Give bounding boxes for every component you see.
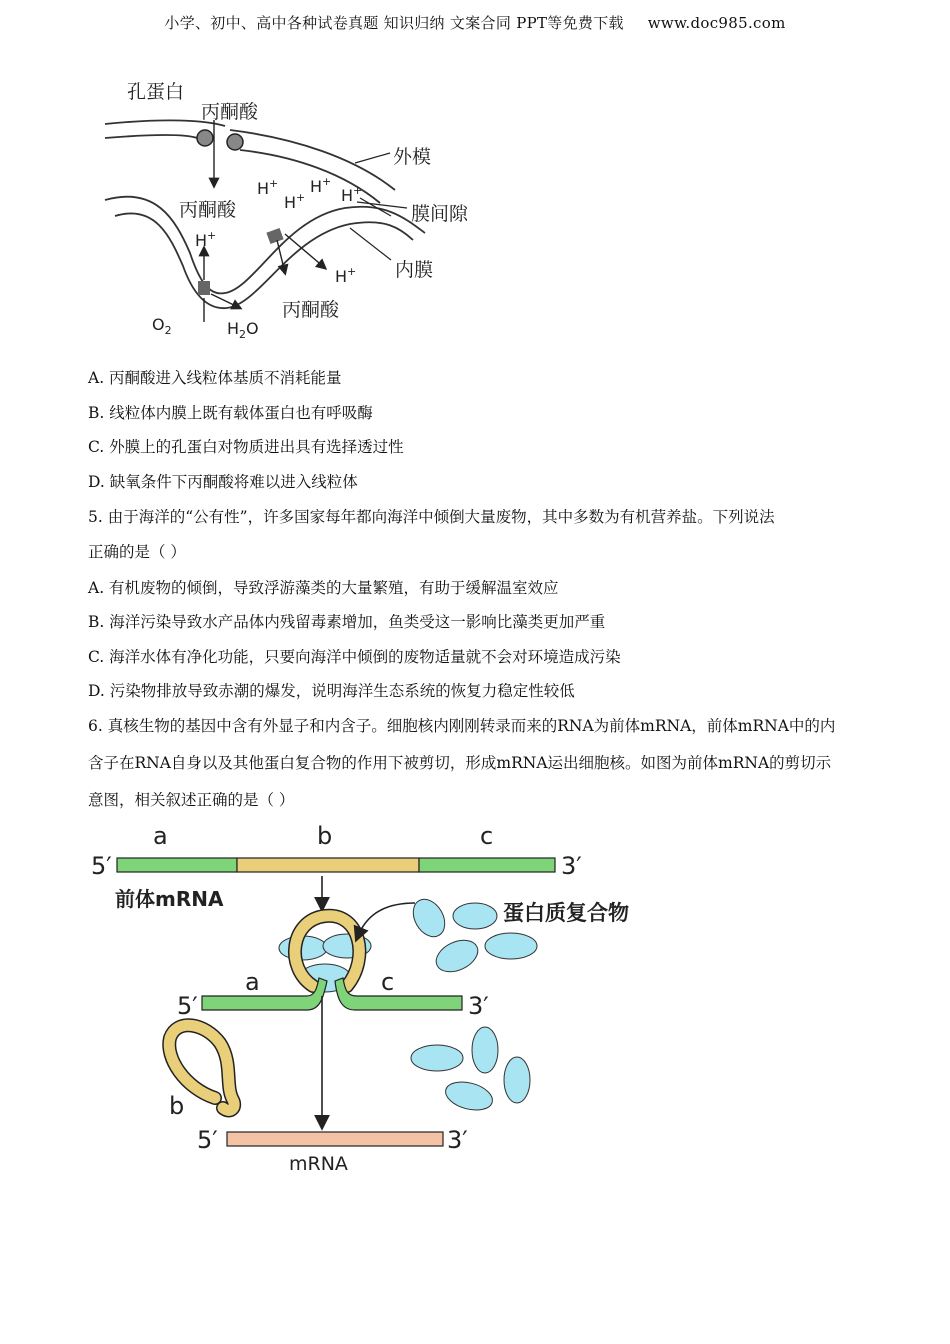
q6-stem-line1: 6. 真核生物的基因中含有外显子和内含子。细胞核内刚刚转录而来的RNA为前体mRNA，前体mRNA中的内 <box>88 717 836 735</box>
porin-circle-2 <box>227 134 243 150</box>
q6-stem-line3: 意图，相关叙述正确的是（ ） <box>88 791 295 809</box>
protein-arrow <box>357 903 415 938</box>
q5-option-d: D. 污染物排放导致赤潮的爆发，说明海洋生态系统的恢复力稳定性较低 <box>88 682 575 700</box>
pyruvate-top-label: 丙酮酸 <box>201 101 259 123</box>
intron-b-bar <box>237 858 419 872</box>
header-url[interactable]: www.doc985.com <box>647 14 786 32</box>
h-ion-1: H <box>257 179 270 198</box>
label-c-top: c <box>480 822 494 850</box>
label-c-mid: c <box>381 968 395 996</box>
h-ion-4-charge: + <box>353 184 363 197</box>
inner-membrane-protein-1 <box>198 281 210 295</box>
h2o-arrow <box>211 294 240 308</box>
free-protein-7 <box>442 1077 495 1115</box>
h-ion-1-charge: + <box>269 177 279 190</box>
exon-a-bar <box>117 858 237 872</box>
free-protein-2 <box>453 903 497 929</box>
header-title: 小学、初中、高中各种试卷真题 知识归纳 文案合同 PPT等免费下载 <box>164 14 624 32</box>
q5-stem-line2: 正确的是（ ） <box>88 543 186 561</box>
q4-option-b: B. 线粒体内膜上既有载体蛋白也有呼吸酶 <box>88 404 373 422</box>
q5-option-a: A. 有机废物的倾倒，导致浮游藻类的大量繁殖，有助于缓解温室效应 <box>88 579 559 597</box>
three-prime-1: 3′ <box>561 852 582 880</box>
inner-membrane-inner <box>115 213 413 308</box>
five-prime-1: 5′ <box>91 852 112 880</box>
h-ion-2-charge: + <box>322 175 332 188</box>
h-ion-6-charge: + <box>347 265 357 278</box>
outer-membrane-label: 外模 <box>393 146 432 168</box>
q5-option-c: C. 海洋水体有净化功能，只要向海洋中倾倒的废物适量就不会对环境造成污染 <box>88 648 621 666</box>
svg-text:H+ <box>257 177 278 198</box>
free-protein-6 <box>472 1027 498 1073</box>
o2-label: O <box>152 315 165 334</box>
three-prime-2: 3′ <box>468 992 489 1020</box>
q4-option-a: A. 丙酮酸进入线粒体基质不消耗能量 <box>88 369 342 387</box>
h-ion-3-charge: + <box>296 191 306 204</box>
page-header <box>0 12 950 33</box>
free-protein-4 <box>485 933 537 959</box>
inner-membrane-leader <box>350 228 391 260</box>
free-protein-5 <box>411 1045 463 1071</box>
svg-text:H2O <box>227 319 259 341</box>
inner-membrane-outer <box>105 197 425 294</box>
svg-text:H+ <box>310 175 331 196</box>
q4-option-c: C. 外膜上的孔蛋白对物质进出具有选择透过性 <box>88 438 404 456</box>
outer-membrane-leader <box>355 153 390 163</box>
inner-membrane-label: 内膜 <box>395 259 434 281</box>
q6-stem-line2: 含子在RNA自身以及其他蛋白复合物的作用下被剪切，形成mRNA运出细胞核。如图为前体mRNA的剪切示 <box>88 754 832 772</box>
svg-text:H+ <box>335 265 356 286</box>
label-a-mid: a <box>245 968 260 996</box>
svg-text:H+ <box>195 229 216 250</box>
exon-c-bar <box>419 858 555 872</box>
h2o-h: H <box>227 319 240 338</box>
mitochondrion-figure <box>95 68 475 343</box>
three-prime-3: 3′ <box>447 1126 468 1154</box>
outer-membrane-upper-2 <box>105 135 197 138</box>
free-protein-3 <box>431 934 483 978</box>
mrna-label: mRNA <box>289 1153 348 1175</box>
label-b-top: b <box>317 822 333 850</box>
h2o-subscript: 2 <box>239 328 247 341</box>
mrna-bar <box>227 1132 443 1146</box>
five-prime-2: 5′ <box>177 992 198 1020</box>
inner-membrane-protein-2 <box>266 228 283 244</box>
splicing-figure <box>85 818 655 1188</box>
five-prime-3: 5′ <box>197 1126 218 1154</box>
h-ion-3: H <box>284 193 297 212</box>
q5-stem-line1: 5. 由于海洋的“公有性”，许多国家每年都向海洋中倾倒大量废物，其中多数为有机营养盐。下列说法 <box>88 508 775 526</box>
protein-complex-label: 蛋白质复合物 <box>503 901 629 925</box>
h-ion-2: H <box>310 177 323 196</box>
free-protein-8 <box>504 1057 530 1103</box>
pyruvate-bottom-label: 丙酮酸 <box>282 299 340 321</box>
svg-text:H+ <box>284 191 305 212</box>
q4-option-d: D. 缺氧条件下丙酮酸将难以进入线粒体 <box>88 473 358 491</box>
pyruvate-mid-label: 丙酮酸 <box>179 199 237 221</box>
pre-mrna-label: 前体mRNA <box>115 887 224 911</box>
h-ion-4: H <box>341 186 354 205</box>
o2-subscript: 2 <box>164 324 172 337</box>
label-a-top: a <box>153 822 168 850</box>
q5-option-b: B. 海洋污染导致水产品体内残留毒素增加，鱼类受这一影响比藻类更加严重 <box>88 613 606 631</box>
free-protein-1 <box>407 894 451 943</box>
h-ion-5: H <box>195 231 208 250</box>
label-b-loop: b <box>169 1092 185 1120</box>
h-ion-6: H <box>335 267 348 286</box>
porin-label: 孔蛋白 <box>127 81 185 103</box>
porin-circle-1 <box>197 130 213 146</box>
h-ion-5-charge: + <box>207 229 217 242</box>
h2o-o: O <box>246 319 259 338</box>
intermembrane-label: 膜间隙 <box>411 203 469 225</box>
svg-text:O2 <box>152 315 172 337</box>
h-arrow-right <box>285 234 325 268</box>
